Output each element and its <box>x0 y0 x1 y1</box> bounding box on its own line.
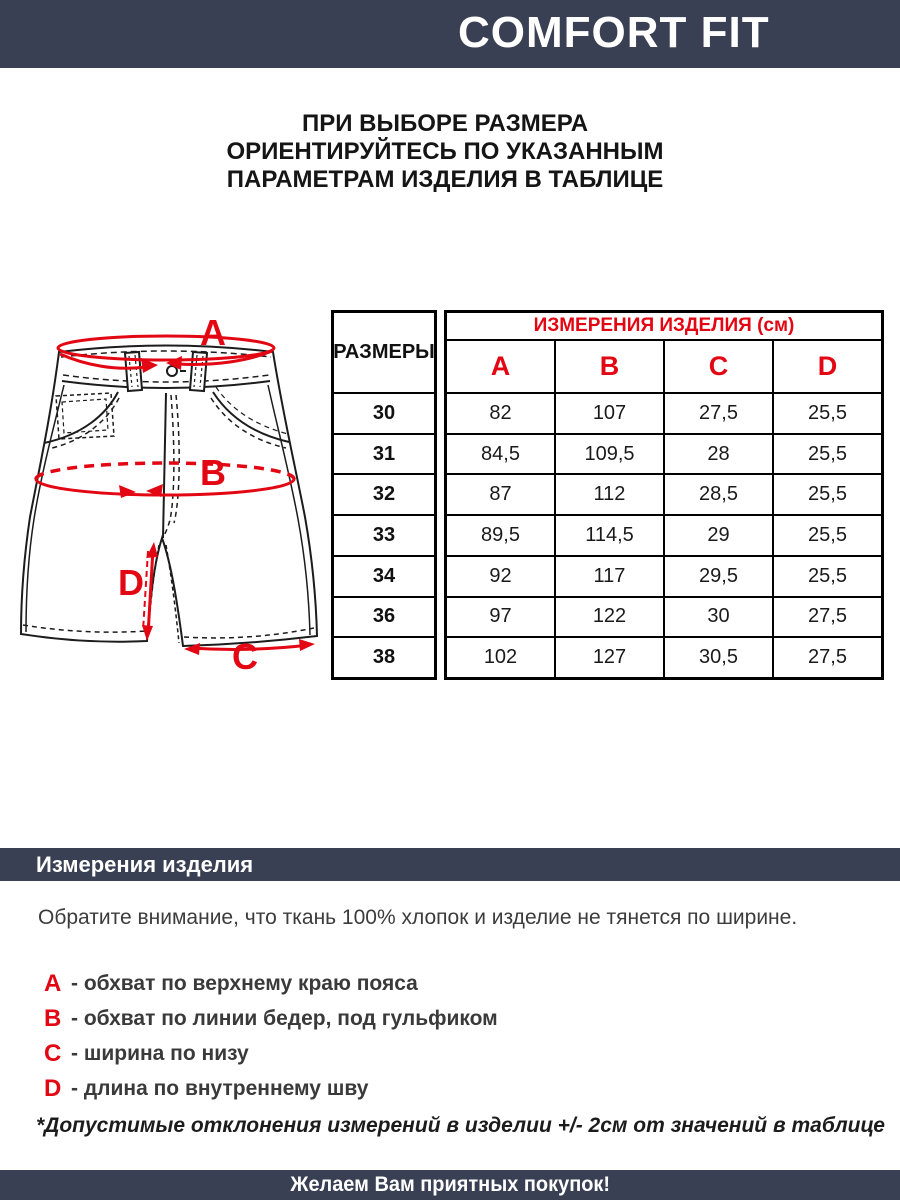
measurement-legend <box>44 966 498 1106</box>
button <box>167 366 177 376</box>
legend-text: - обхват по верхнему краю пояса <box>71 971 418 995</box>
table-row <box>447 598 881 639</box>
measurement-cell: 25,5 <box>808 401 847 424</box>
table-row <box>447 394 881 435</box>
measurement-cell: 25,5 <box>808 483 847 506</box>
measurement-cell: 29,5 <box>665 557 774 596</box>
measurement-cell: 127 <box>556 638 665 677</box>
measurements-group-header: ИЗМЕРЕНИЯ ИЗДЕЛИЯ (см) <box>447 313 881 341</box>
section-title-bar <box>0 848 900 881</box>
measurement-cell: 84,5 <box>447 435 556 474</box>
measurement-cell: 30 <box>665 598 774 637</box>
measurement-cell: 27,5 <box>808 646 847 669</box>
legend-text: - длина по внутреннему шву <box>71 1076 369 1100</box>
diagram-label-d: D <box>118 562 144 603</box>
measurement-cell: 117 <box>556 557 665 596</box>
column-header-a: A <box>447 341 556 392</box>
measurement-cell: 114,5 <box>556 516 665 555</box>
intro-text <box>0 110 890 194</box>
brand-title: COMFORT FIT <box>458 8 770 57</box>
measurement-cell: 27,5 <box>665 394 774 433</box>
column-headers-row <box>447 341 881 394</box>
measurement-cell: 30,5 <box>665 638 774 677</box>
legend-letter: C <box>44 1039 62 1067</box>
table-row <box>447 475 881 516</box>
measurement-cell: 28 <box>665 435 774 474</box>
measurement-cell: 82 <box>447 394 556 433</box>
intro-line-1: ПРИ ВЫБОРЕ РАЗМЕРА <box>301 110 589 137</box>
intro-line-2: ОРИЕНТИРУЙТЕСЬ ПО УКАЗАННЫМ <box>226 138 664 165</box>
sizes-column-header: РАЗМЕРЫ <box>334 313 434 394</box>
measurement-cell: 102 <box>447 638 556 677</box>
measurement-cell: 109,5 <box>556 435 665 474</box>
size-cell: 38 <box>372 646 396 669</box>
measurement-rows <box>447 394 881 677</box>
legend-letter: D <box>44 1074 62 1102</box>
legend-letter: A <box>44 969 62 997</box>
measurement-cell: 122 <box>556 598 665 637</box>
diagram-label-b: B <box>200 452 226 493</box>
column-header-b: B <box>556 341 665 392</box>
column-header-c: C <box>665 341 774 392</box>
size-cell: 31 <box>334 435 434 476</box>
legend-row-d <box>44 1071 498 1106</box>
legend-row-b <box>44 1001 498 1036</box>
measurement-cell: 29 <box>665 516 774 555</box>
measurement-cell: 89,5 <box>447 516 556 555</box>
tolerance-disclaimer: *Допустимые отклонения измерений в изделии +/- 2см от значений в таблице <box>36 1114 885 1137</box>
measurement-cell: 97 <box>447 598 556 637</box>
footer-message: Желаем Вам приятных покупок! <box>290 1173 610 1196</box>
legend-text: - обхват по линии бедер, под гульфиком <box>71 1006 498 1030</box>
table-row <box>447 435 881 476</box>
legend-letter: B <box>44 1004 62 1032</box>
size-cell: 36 <box>334 598 434 639</box>
measurement-cell: 25,5 <box>808 524 847 547</box>
measurement-cell: 25,5 <box>808 442 847 465</box>
measurement-cell: 27,5 <box>808 605 847 628</box>
measurement-cell: 87 <box>447 475 556 514</box>
legend-text: - ширина по низу <box>71 1041 249 1065</box>
size-cell: 30 <box>334 394 434 435</box>
diagram-label-a: A <box>200 312 226 353</box>
intro-line-3: ПАРАМЕТРАМ ИЗДЕЛИЯ В ТАБЛИЦЕ <box>226 166 664 193</box>
sizes-rows <box>334 394 434 677</box>
table-row <box>447 516 881 557</box>
legend-row-c <box>44 1036 498 1071</box>
measurement-cell: 28,5 <box>665 475 774 514</box>
legend-row-a <box>44 966 498 1001</box>
column-header-d: D <box>817 351 838 381</box>
table-row <box>447 638 881 677</box>
size-cell: 32 <box>334 475 434 516</box>
brand-bar <box>0 0 900 68</box>
size-cell: 34 <box>334 557 434 598</box>
measurement-cell: 112 <box>556 475 665 514</box>
size-cell: 33 <box>334 516 434 557</box>
diagram-label-c: C <box>232 636 258 677</box>
table-row <box>447 557 881 598</box>
measurement-cell: 92 <box>447 557 556 596</box>
fabric-note: Обратите внимание, что ткань 100% хлопок и изделие не тянется по ширине. <box>38 906 798 929</box>
measurement-cell: 107 <box>556 394 665 433</box>
measurements-table <box>444 310 884 680</box>
section-title: Измерения изделия <box>36 852 254 877</box>
measurement-cell: 25,5 <box>808 564 847 587</box>
shorts-diagram <box>0 295 335 695</box>
footer-bar <box>0 1170 900 1200</box>
sizes-column <box>331 310 437 680</box>
